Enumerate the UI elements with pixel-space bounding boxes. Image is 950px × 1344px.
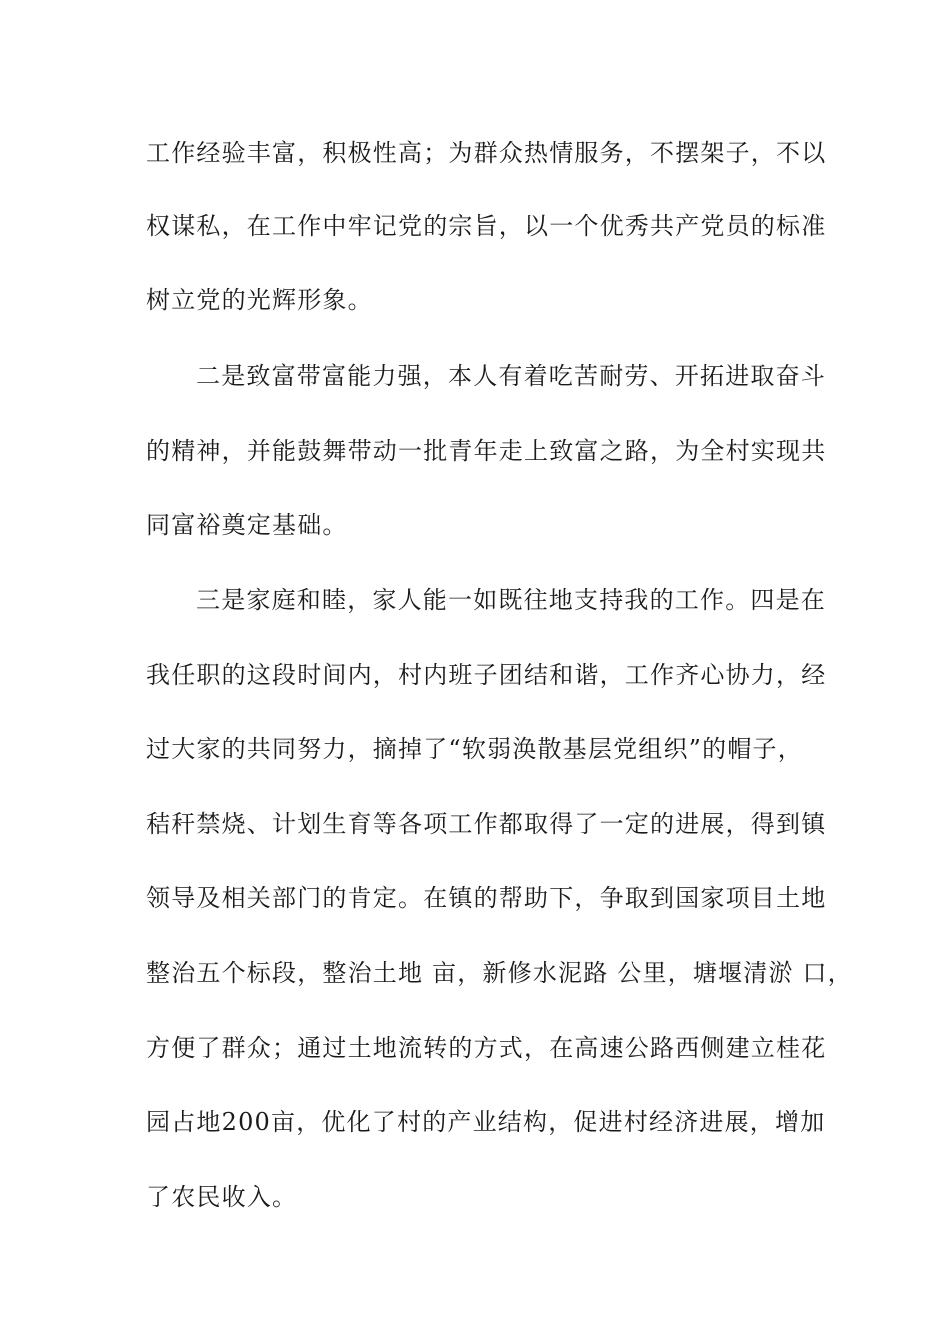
text-line: 工作经验丰富，积极性高；为群众热情服务，不摆架子，不以 bbox=[146, 139, 827, 167]
text-line: 的精神，并能鼓舞带动一批青年走上致富之路，为全村实现共 bbox=[146, 437, 827, 465]
text-line: 秸秆禁烧、计划生育等各项工作都取得了一定的进展，得到镇 bbox=[146, 810, 827, 838]
paragraph-start-line: 三是家庭和睦，家人能一如既往地支持我的工作。四是在 bbox=[196, 586, 826, 614]
text-line: 整治五个标段，整治土地 亩，新修水泥路 公里，塘堰清淤 口， bbox=[146, 959, 853, 987]
paragraph-start-line: 二是致富带富能力强，本人有着吃苦耐劳、开拓进取奋斗 bbox=[196, 362, 826, 390]
text-line: 树立党的光辉形象。 bbox=[146, 286, 373, 314]
text-line: 了农民收入。 bbox=[146, 1183, 298, 1211]
text-line: 权谋私，在工作中牢记党的宗旨，以一个优秀共产党员的标准 bbox=[146, 212, 827, 240]
text-line: 方便了群众；通过土地流转的方式，在高速公路西侧建立桂花 bbox=[146, 1034, 827, 1062]
text-line: 领导及相关部门的肯定。在镇的帮助下，争取到国家项目土地 bbox=[146, 884, 827, 912]
text-line: 同富裕奠定基础。 bbox=[146, 511, 348, 539]
text-line: 园占地200亩，优化了村的产业结构，促进村经济进展，增加 bbox=[146, 1108, 826, 1136]
text-line: 过大家的共同努力，摘掉了“软弱涣散基层党组织”的帽子， bbox=[146, 735, 803, 763]
text-line: 我任职的这段时间内，村内班子团结和谐，工作齐心协力，经 bbox=[146, 661, 827, 689]
